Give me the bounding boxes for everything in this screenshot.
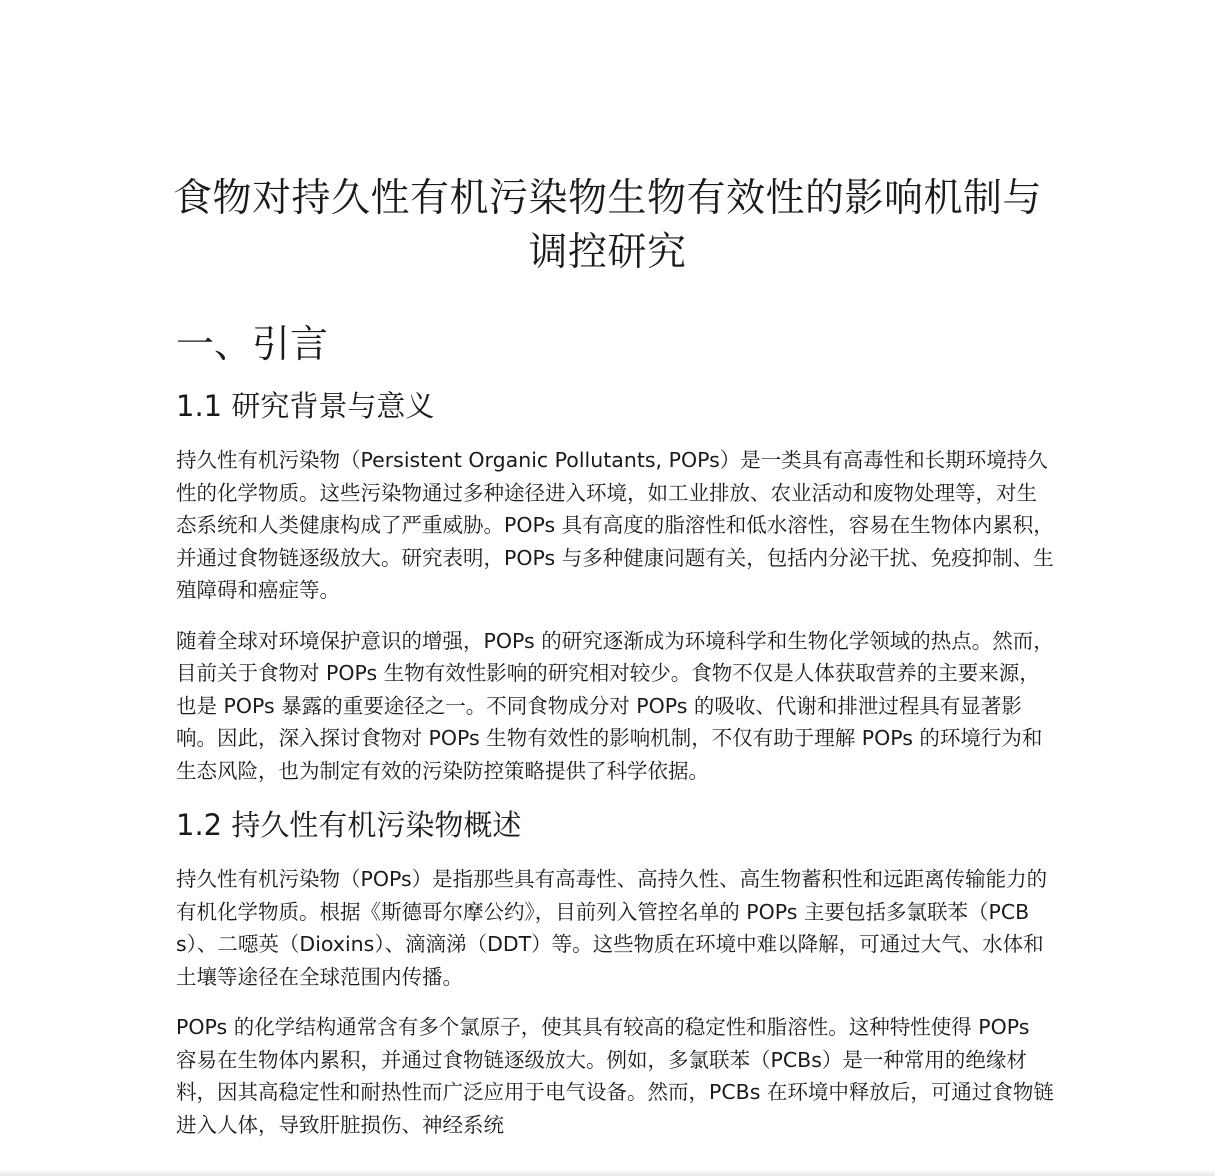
document-body [176,318,1056,1159]
document-title: 食物对持久性有机污染物生物有效性的影响机制与调控研究 [172,176,1042,275]
paragraph: 随着全球对环境保护意识的增强，POPs 的研究逐渐成为环境科学和生物化学领域的热点。然而，目前关于食物对 POPs 生物有效性影响的研究相对较少。食物不仅是人体获取营养的主要来源，也是 POPs 暴露的重要途径之一。不同食物成分对 POPs 的吸收、代谢和排泄过程具有显著影响。因此，深入探讨食物对 POPs 生物有效性的影响机制，不仅有助于理解 POPs 的环境行为和生态风险，也为制定有效的污染防控策略提供了科学依据。 [176,628,1054,783]
subsection-heading-pops-overview: 1.2 持久性有机污染物概述 [176,808,522,842]
paragraph: 持久性有机污染物（POPs）是指那些具有高毒性、高持久性、高生物蓄积性和远距离传输能力的有机化学物质。根据《斯德哥尔摩公约》，目前列入管控名单的 POPs 主要包括多氯联苯（PCBs）、二噁英（Dioxins）、滴滴涕（DDT）等。这些物质在环境中难以降解，可通过大气、水体和土壤等途径在全球范围内传播。 [176,867,1048,989]
paragraph: POPs 的化学结构通常含有多个氯原子，使其具有较高的稳定性和脂溶性。这种特性使得 POPs 容易在生物体内累积，并通过食物链逐级放大。例如，多氯联苯（PCBs）是一种常用的绝缘材料，因其高稳定性和耐热性而广泛应用于电气设备。然而，PCBs 在环境中释放后，可通过食物链进入人体，导致肝脏损伤、神经系统 [176,1015,1054,1137]
paragraph: 持久性有机污染物（Persistent Organic Pollutants, POPs）是一类具有高毒性和长期环境持久性的化学物质。这些污染物通过多种途径进入环境，如工业排放、农业活动和废物处理等，对生态系统和人类健康构成了严重威胁。POPs 具有高度的脂溶性和低水溶性，容易在生物体内累积，并通过食物链逐级放大。研究表明，POPs 与多种健康问题有关，包括内分泌干扰、免疫抑制、生殖障碍和癌症等。 [176,448,1054,602]
subsection-heading-background: 1.1 研究背景与意义 [176,389,435,423]
section-heading-introduction: 一、引言 [176,322,329,366]
page-bottom-edge [0,1170,1215,1176]
